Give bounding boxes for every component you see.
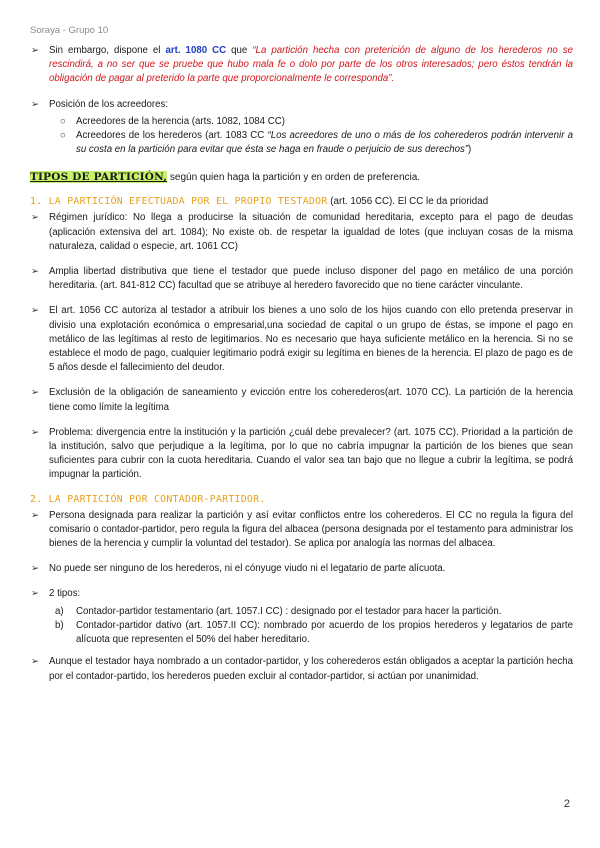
arrow-bullet-icon: ➢	[31, 588, 39, 600]
text: Exclusión de la obligación de saneamiento y evicción entre los coherederos(art. 1070 CC). La partición de la herencia tiene como límite la legítima	[49, 387, 573, 413]
text: según quien haga la partición y en orden de preferencia.	[167, 172, 421, 184]
list-item	[30, 129, 573, 157]
list-item	[30, 386, 573, 414]
text: Acreedores de la herencia (arts. 1082, 1084 CC)	[76, 115, 285, 127]
list-label: a)	[55, 605, 64, 617]
list-item	[30, 587, 573, 601]
list-item	[30, 426, 573, 483]
list-item	[30, 605, 573, 619]
text: No puede ser ninguno de los herederos, ni el cónyuge viudo ni el legatario de parte alícuota.	[49, 563, 446, 575]
text: 2 tipos:	[49, 588, 81, 600]
text: que	[226, 45, 253, 56]
section-1-title	[30, 196, 573, 207]
heading-text: 2. LA PARTICIÓN POR CONTADOR-PARTIDOR.	[30, 493, 266, 505]
document-body	[30, 44, 573, 695]
arrow-bullet-icon: ➢	[31, 98, 39, 110]
circle-bullet-icon: ○	[60, 115, 66, 127]
text: El art. 1056 CC autoriza al testador a atribuir los bienes a uno solo de los hijos cuando con ello pretenda preservar in divisio una explotación económica o empresarial,una sociedad de capital o un grupo de éstas, se impone el pago en metálico de las legítimas al resto de legitimarios. No es necesario que haya suficiente metálico en la herencia. Si no se establece el modo de pago, cualquier legitimario podrá exigir su legítima en bienes de la herencia. El plazo de pago es de 5 años desde el fallecimiento del deudor.	[49, 305, 573, 374]
circle-bullet-icon: ○	[60, 130, 66, 142]
arrow-bullet-icon: ➢	[31, 45, 39, 56]
list-item	[30, 115, 573, 129]
arrow-bullet-icon: ➢	[31, 426, 39, 438]
article-link: art. 1080 CC	[165, 45, 227, 56]
quote-article-1080: “La partición hecha con preterición de alguno de los herederos no se rescindirá, a no ser que se pruebe que hubo mala fe o dolo por parte de los otros interesados; pero éstos tendrán la obligación de pagar al preterido la parte que proporcionalmente le corresponda”.	[49, 45, 574, 85]
text: Aunque el testador haya nombrado a un contador-partidor, y los coherederos están obligados a aceptar la partición hecha por el contador-partido, los herederos pueden excluir al contador-partidor, si actúan por unanimidad.	[49, 656, 573, 682]
arrow-bullet-icon: ➢	[31, 266, 39, 278]
heading-text: 1. LA PARTICIÓN EFECTUADA POR EL PROPIO TESTADOR	[30, 196, 328, 208]
list-item	[30, 265, 573, 293]
list-item	[30, 211, 573, 254]
arrow-bullet-icon: ➢	[31, 212, 39, 224]
quote-article-1083: “Los acreedores de uno o más de los coherederos podrán intervenir a su costa en la partición para evitar que ésta se haga en fraude o perjuicio de sus derechos”	[76, 130, 574, 156]
list-item	[30, 304, 573, 375]
arrow-bullet-icon: ➢	[31, 387, 39, 399]
arrow-bullet-icon: ➢	[31, 563, 39, 575]
text: Sin embargo, dispone el	[49, 45, 166, 56]
text: Persona designada para realizar la partición y así evitar conflictos entre los coherederos. El CC no regula la figura del comisario o contador-partidor, pero regula la figura del albacea (persona designada por el testamento para administrar los bienes de la herencia y cumplir la voluntad del testador). Se aplica por analogía las normas del albacea.	[49, 509, 573, 550]
text: Contador-partidor testamentario (art. 1057.I CC) : designado por el testador para hacer la partición.	[76, 605, 502, 617]
text: Amplia libertad distributiva que tiene el testador que puede incluso disponer del pago en metálico de una porción hereditaria. (art. 841-812 CC) facultad que se atribuye al heredero favorecido que no tiene carácter vinculante.	[49, 266, 573, 292]
text: Régimen jurídico: No llega a producirse la situación de comunidad hereditaria, excepto para el pago de deudas (aplicación extensiva del art. 1084); No existe ob. de respetar la igualdad de lotes (que incluyan cosas de la misma naturaleza, calidad o especie, art. 1061 CC)	[49, 212, 573, 252]
paragraph-creditors	[30, 98, 573, 112]
arrow-bullet-icon: ➢	[31, 305, 39, 317]
paragraph-preterition	[30, 44, 573, 87]
arrow-bullet-icon: ➢	[31, 656, 39, 668]
list-item	[30, 562, 573, 576]
text: )	[468, 144, 472, 156]
page-header: Soraya - Grupo 10	[30, 25, 109, 36]
text: Problema: divergencia entre la institución y la partición ¿cuál debe prevalecer? (art. 1075 CC). Prioridad a la partición de la institución, salvo que perjudique a la legítima, por lo que no cabría impugnar la partición de los bienes que sean suficientes para cubrir con la cuota hereditaria. Cuando el valor sea tan bajo que no llegue a cubrir la legítima, se podrá impugnar la partición.	[49, 426, 573, 481]
list-label: b)	[55, 619, 64, 631]
text: Acreedores de los herederos (art. 1083 CC	[76, 130, 268, 142]
list-item	[30, 619, 573, 647]
list-item	[30, 655, 573, 683]
section-heading-tipos	[30, 171, 573, 183]
highlighted-title: TIPOS DE PARTICIÓN,	[30, 171, 168, 184]
text: Posición de los acreedores:	[49, 98, 169, 110]
list-item	[30, 509, 573, 552]
text: Contador-partidor dativo (art. 1057.II CC): nombrado por acuerdo de los propios herederos y legatarios de parte alícuota que representen el 50% del haber hereditario.	[76, 619, 573, 646]
page-number: 2	[563, 798, 570, 810]
text: (art. 1056 CC). El CC le da prioridad	[327, 196, 489, 208]
section-2-title	[30, 494, 573, 505]
arrow-bullet-icon: ➢	[31, 509, 39, 521]
